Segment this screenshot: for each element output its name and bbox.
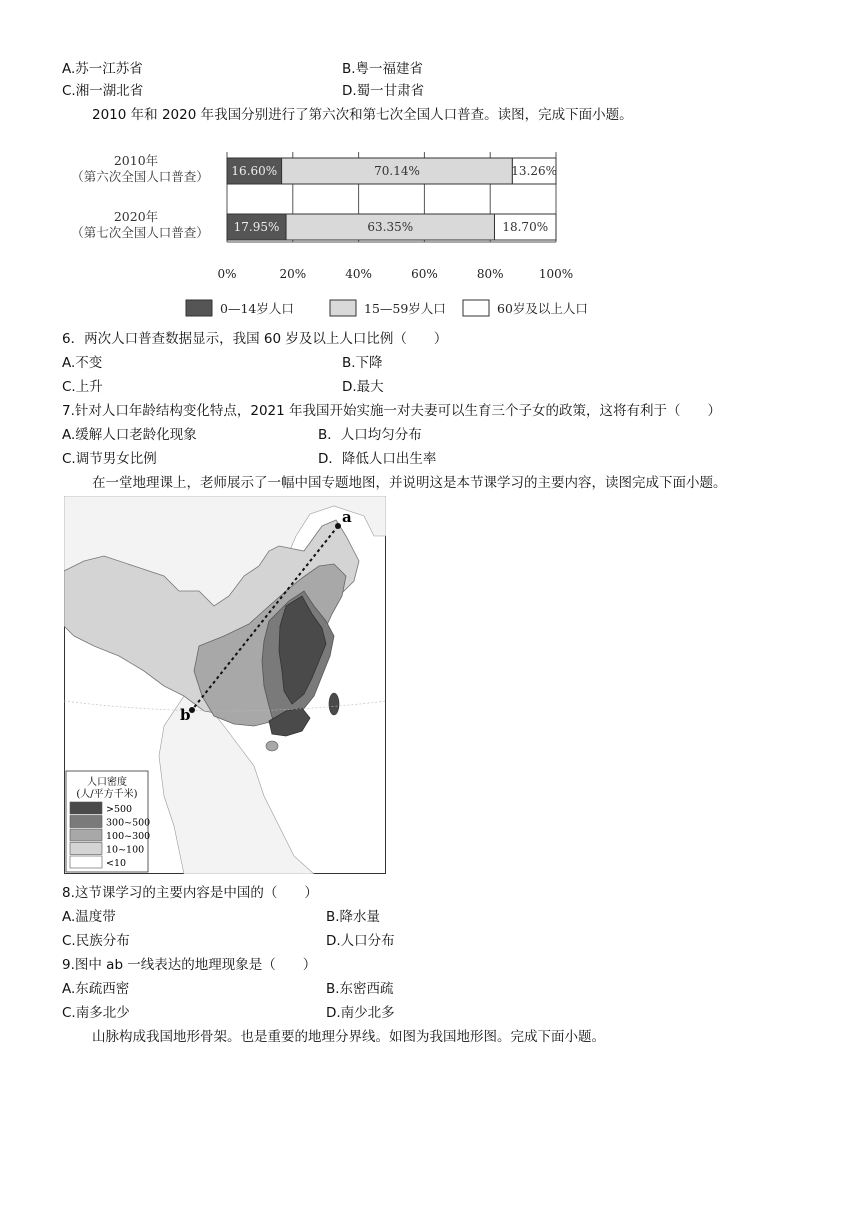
x-tick-label: 60% [411, 267, 438, 281]
hainan-island [266, 741, 278, 751]
legend-swatch [70, 802, 102, 814]
legend-label: >500 [106, 804, 133, 815]
point-a-marker [335, 523, 341, 529]
point-a-label: a [342, 508, 352, 526]
bar-data-label: 16.60% [231, 164, 278, 178]
bar-data-label: 13.26% [511, 164, 558, 178]
legend-swatch [70, 829, 102, 841]
point-b-label: b [180, 706, 191, 724]
legend-swatch [330, 300, 356, 316]
q6-option-a: A.不变 [62, 355, 103, 371]
q6-option-c: C.上升 [62, 379, 103, 395]
legend-swatch [463, 300, 489, 316]
bar-data-label: 18.70% [502, 220, 549, 234]
population-density-map [64, 496, 386, 874]
q8-option-b: B.降水量 [326, 909, 381, 925]
x-tick-label: 80% [476, 267, 504, 281]
x-tick-label: 40% [345, 267, 372, 281]
q6-option-b: B.下降 [342, 355, 383, 371]
census-stacked-bar-chart [0, 130, 860, 330]
legend-title-1: 人口密度 [87, 777, 127, 788]
legend-label: 0—14岁人口 [220, 301, 294, 316]
legend-swatch [70, 856, 102, 868]
legend-swatch [70, 816, 102, 828]
category-label-year: 2020年 [113, 209, 159, 224]
category-label-year: 2010年 [113, 153, 159, 168]
q7-option-d: D．降低人口出生率 [318, 451, 437, 467]
q7-option-c: C.调节男女比例 [62, 451, 157, 467]
x-tick-label: 100% [538, 267, 574, 281]
legend-title-2: (人/平方千米) [76, 789, 138, 800]
q6-stem: 6．两次人口普查数据显示，我国 60 岁及以上人口比例（ ） [62, 331, 448, 347]
legend-label: <10 [106, 858, 127, 869]
q9-option-a: A.东疏西密 [62, 981, 130, 997]
q7-option-a: A.缓解人口老龄化现象 [62, 427, 197, 443]
prev-option-c: C.湘一湖北省 [62, 83, 144, 99]
q8-option-c: C.民族分布 [62, 933, 130, 949]
bar-data-label: 17.95% [233, 220, 280, 234]
q7-option-b: B．人口均匀分布 [318, 427, 422, 443]
q9-option-b: B.东密西疏 [326, 981, 394, 997]
legend-label: 10~100 [106, 844, 145, 856]
legend-label: 15—59岁人口 [364, 301, 446, 316]
q8-stem: 8.这节课学习的主要内容是中国的（ ） [62, 885, 318, 901]
legend-label: 60岁及以上人口 [497, 301, 588, 316]
legend-swatch [70, 843, 102, 855]
legend-label: 300~500 [106, 817, 151, 829]
terrain-intro: 山脉构成我国地形骨架。也是重要的地理分界线。如图为我国地形图。完成下面小题。 [92, 1029, 605, 1045]
category-label-census: （第七次全国人口普查） [71, 225, 209, 240]
prev-option-a: A.苏一江苏省 [62, 61, 143, 77]
q9-option-d: D.南少北多 [326, 1005, 395, 1021]
x-tick-label: 0% [217, 267, 237, 281]
q7-stem: 7.针对人口年龄结构变化特点，2021 年我国开始实施一对夫妻可以生育三个子女的政策，这将有利于（ ） [62, 403, 722, 419]
q6-option-d: D.最大 [342, 379, 384, 395]
taiwan-island [329, 693, 339, 715]
map-legend [66, 771, 150, 872]
bar-data-label: 70.14% [374, 164, 420, 178]
prev-option-b: B.粤一福建省 [342, 61, 424, 77]
q9-stem: 9.图中 ab 一线表达的地理现象是（ ） [62, 957, 317, 973]
map-intro: 在一堂地理课上，老师展示了一幅中国专题地图，并说明这是本节课学习的主要内容，读图完成下面小题。 [92, 475, 727, 491]
prev-option-d: D.蜀一甘肃省 [342, 83, 425, 99]
category-label-census: （第六次全国人口普查） [71, 169, 209, 184]
x-tick-label: 20% [279, 267, 307, 281]
q9-option-c: C.南多北少 [62, 1005, 130, 1021]
legend-swatch [186, 300, 212, 316]
q8-option-a: A.温度带 [62, 909, 116, 925]
bar-data-label: 63.35% [367, 220, 414, 234]
census-intro: 2010 年和 2020 年我国分别进行了第六次和第七次全国人口普查。读图，完成下面小题。 [92, 107, 633, 123]
q8-option-d: D.人口分布 [326, 933, 395, 949]
legend-label: 100~300 [106, 831, 151, 842]
